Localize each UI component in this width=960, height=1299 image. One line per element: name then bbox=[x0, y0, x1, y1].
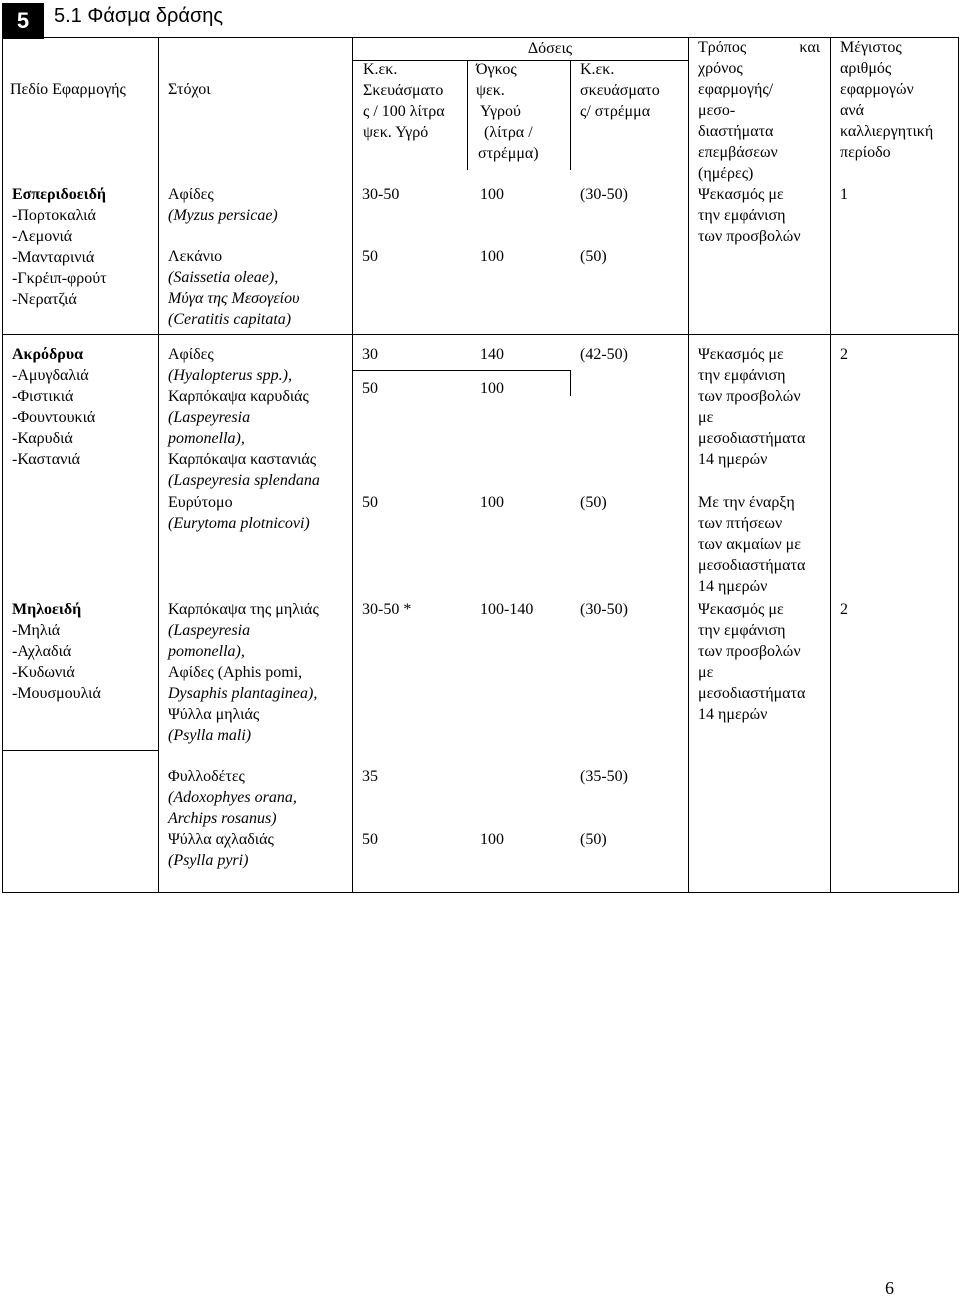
max-pome: 2 bbox=[840, 601, 848, 618]
header-targets: Στόχοι bbox=[168, 81, 211, 98]
section-number: 5 bbox=[2, 3, 44, 39]
max-citrus: 1 bbox=[840, 186, 848, 203]
header-doses: Δόσεις bbox=[527, 40, 573, 57]
page-number: 6 bbox=[885, 1278, 894, 1298]
section-title: 5.1 Φάσμα δράσης bbox=[54, 5, 224, 27]
max-nuts: 2 bbox=[840, 346, 848, 363]
header-field: Πεδίο Εφαρμογής bbox=[10, 81, 126, 98]
